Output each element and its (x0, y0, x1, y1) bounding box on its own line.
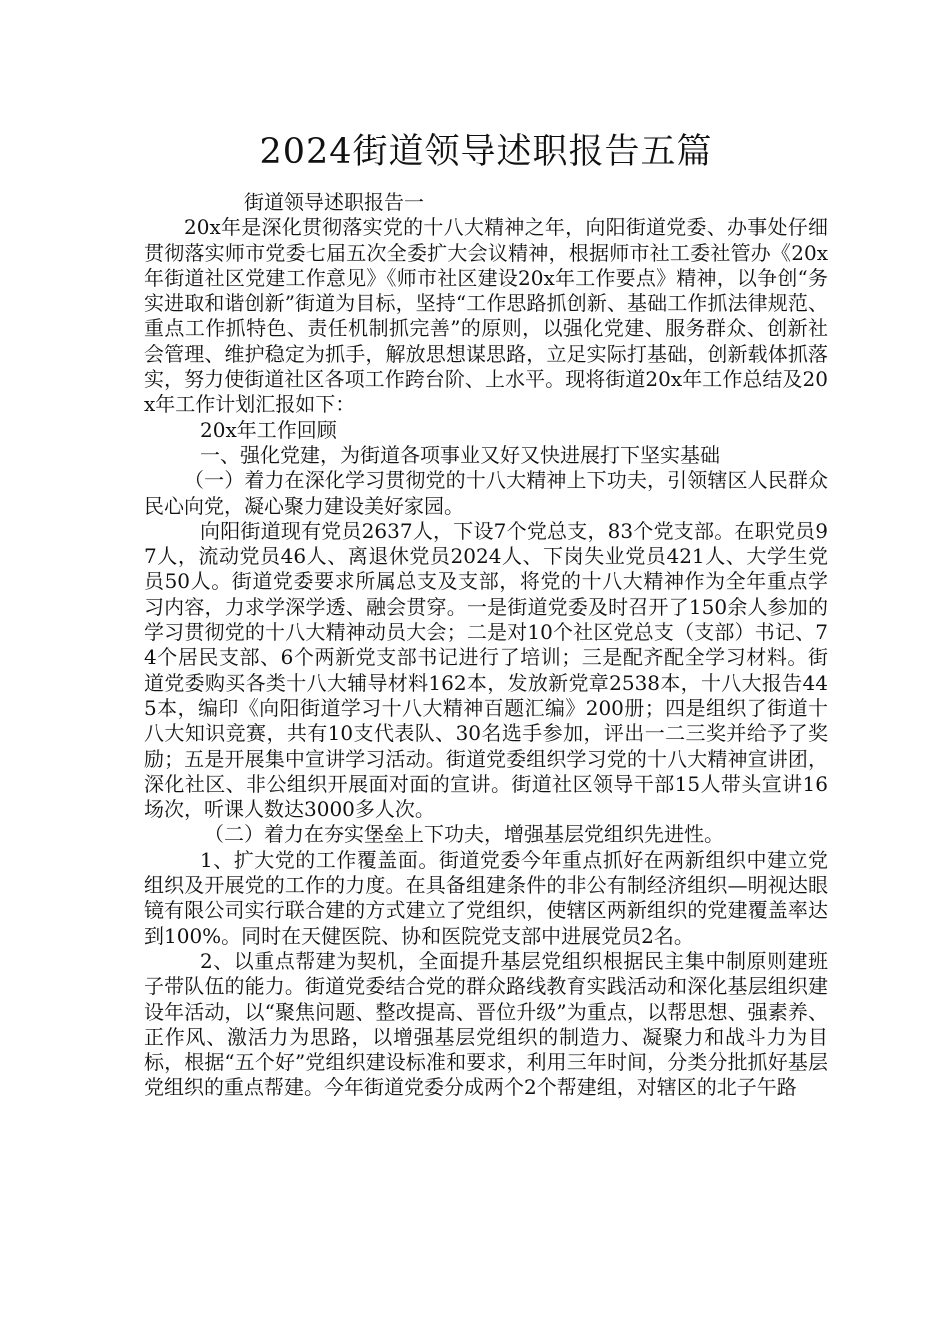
document-page (144, 128, 828, 1101)
intro-paragraph: 20x年是深化贯彻落实党的十八大精神之年，向阳街道党委、办事处仔细贯彻落实师市党委七届五次全委扩大会议精神，根据师市社工委社管办《20x年街道社区党建工作意见》《师市社区建设20x年工作要点》精神，以争创“务实进取和谐创新”街道为目标，坚持“工作思路抓创新、基础工作抓法律规范、重点工作抓特色、责任机制抓完善”的原则，以强化党建、服务群众、创新社会管理、维护稳定为抓手，解放思想谋思路，立足实际打基础，创新载体抓落实，努力使街道社区各项工作跨台阶、上水平。现将街道20x年工作总结及20x年工作计划汇报如下： (144, 215, 828, 417)
report-subtitle: 街道领导述职报告一 (244, 190, 424, 214)
subsection-heading-2: （二）着力在夯实堡垒上下功夫，增强基层党组织先进性。 (204, 822, 724, 847)
document-body (144, 190, 828, 1101)
paragraph-coverage: 1、扩大党的工作覆盖面。街道党委今年重点抓好在两新组织中建立党组织及开展党的工作的力度。在具备组建条件的非公有制经济组织—明视达眼镜有限公司实行联合建的方式建立了党组织，使辖区两新组织的党建覆盖率达到100%。同时在天健医院、协和医院党支部中进展党员2名。 (144, 847, 828, 948)
section-heading-review: 20x年工作回顾 (200, 417, 337, 442)
section-heading-party-building: 一、强化党建，为街道各项事业又好又快进展打下坚实基础 (200, 442, 720, 467)
document-title: 2024街道领导述职报告五篇 (259, 132, 713, 172)
paragraph-party-members: 向阳街道现有党员2637人，下设7个党总支，83个党支部。在职党员97人，流动党员46人、离退休党员2024人、下岗失业党员421人、大学生党员50人。街道党委要求所属总支及支部，将党的十八大精神作为全年重点学习内容，力求学深学透、融会贯穿。一是街道党委及时召开了150余人参加的学习贯彻党的十八大精神动员大会；二是对10个社区党总支（支部）书记、74个居民支部、6个两新党支部书记进行了培训；三是配齐配全学习材料。街道党委购买各类十八大辅导材料162本，发放新党章2538本，十八大报告445本，编印《向阳街道学习十八大精神百题汇编》200册；四是组织了街道十八大知识竞赛，共有10支代表队、30名选手参加，评出一二三奖并给予了奖励；五是开展集中宣讲学习活动。街道党委组织学习党的十八大精神宣讲团，深化社区、非公组织开展面对面的宣讲。街道社区领导干部15人带头宣讲16场次，听课人数达3000多人次。 (144, 518, 828, 822)
subsection-heading-1: （一）着力在深化学习贯彻党的十八大精神上下功夫，引领辖区人民群众民心向党，凝心聚力建设美好家园。 (144, 468, 828, 518)
paragraph-key-support: 2、以重点帮建为契机，全面提升基层党组织根据民主集中制原则建班子带队伍的能力。街道党委结合党的群众路线教育实践活动和深化基层组织建设年活动，以“聚焦问题、整改提高、晋位升级”为重点，以帮思想、强素养、正作风、激活力为思路，以增强基层党组织的制造力、凝聚力和战斗力为目标，根据“五个好”党组织建设标准和要求，利用三年时间，分类分批抓好基层党组织的重点帮建。今年街道党委分成两个2个帮建组，对辖区的北子午路 (144, 948, 828, 1100)
